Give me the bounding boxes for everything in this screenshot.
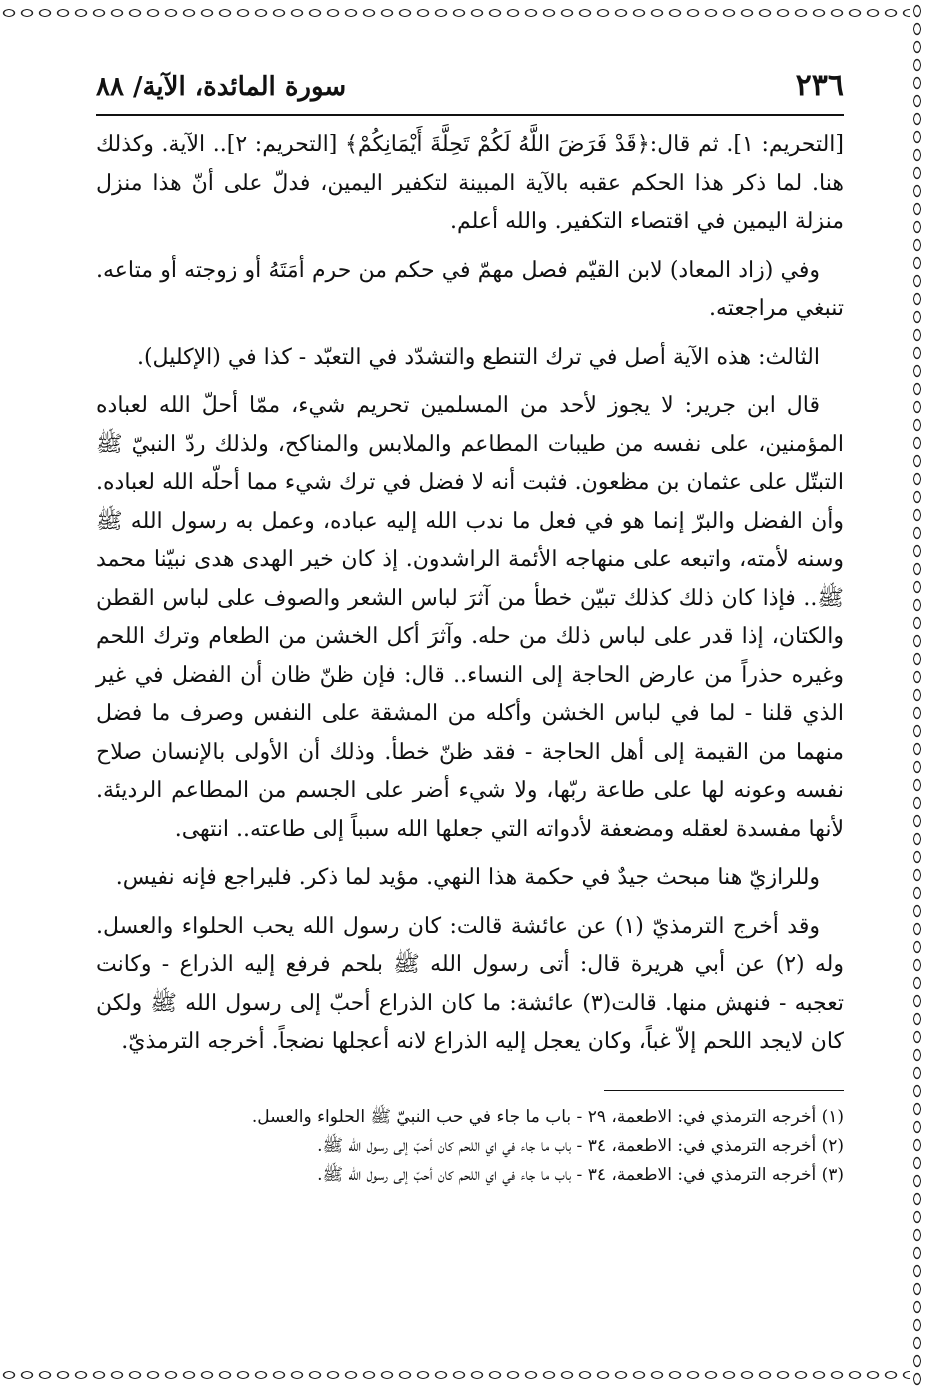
paragraph: الثالث: هذه الآية أصل في ترك التنطع والتشدّد في التعبّد - كذا في (الإكليل).	[136, 344, 820, 370]
footnote: (٣) أخرجه الترمذي في: الاطعمة، ٣٤ - باب ما جاء في اي اللحم كان أحبّ إلى رسول الله ﷺ.	[317, 1164, 844, 1185]
page-header	[96, 68, 844, 116]
surah-title: سورة المائدة، الآية/ ٨٨	[96, 72, 347, 102]
footnote-separator	[604, 1090, 844, 1091]
ornamental-border-right	[906, 2, 928, 1386]
ornamental-border-bottom	[0, 1364, 910, 1386]
paragraph: قال ابن جرير: لا يجوز لأحد من المسلمين تحريم شيء، ممّا أحلّ الله لعباده المؤمنين، على نفسه من طيبات المطاعم والملابس والمناكح، ولذلك ردّ النبيّ ﷺ التبتّل على عثمان بن مظعون. فثبت أنه لا فضل في ترك شيء مما أحلّه الله لعباده. وأن الفضل والبرّ إنما هو في فعل ما ندب الله إليه عباده، وعمل به رسول الله ﷺ وسنه لأمته، واتبعه على منهاجه الأئمة الراشدون. إذ كان خير الهدى هدى نبيّنا محمد ﷺ.. فإذا كان ذلك كذلك تبيّن خطأ من آثرَ لباس الشعر والصوف على لباس القطن والكتان، إذا قدر على لباس ذلك من حله. وآثرَ أكل الخشن من الطعام وترك اللحم وغيره حذراً من عارض الحاجة إلى النساء.. قال: فإن ظنّ ظان أن الفضل في غير الذي قلنا - لما في لباس الخشن وأكله من المشقة على النفس وصرف ما فضل منهما من القيمة إلى أهل الحاجة - فقد ظنّ خطأ. وذلك أن الأولى بالإنسان صلاح نفسه وعونه لها على طاعة ربّها، ولا شيء أضر على الجسم من المطاعم الرديئة. لأنها مفسدة لعقله ومضعفة لأدواته التي جعلها الله سبباً إلى طاعته.. انتهى.	[96, 393, 844, 842]
footnote: (٢) أخرجه الترمذي في: الاطعمة، ٣٤ - باب ما جاء في اي اللحم كان أحبّ إلى رسول الله ﷺ.	[317, 1135, 844, 1156]
paragraph: وفي (زاد المعاد) لابن القيّم فصل مهمّ في حكم من حرم أمَتَهُ أو زوجته أو متاعه. تنبغي مراجعته.	[96, 257, 844, 321]
body-text	[96, 126, 844, 1062]
paragraph: [التحريم: ١]. ثم قال:﴿قَدْ فَرَضَ اللَّهُ لَكُمْ تَحِلَّةَ أَيْمَانِكُمْ﴾ [التحريم: ٢].. الآية. وكذلك هنا. لما ذكر هذا الحكم عقبه بالآية المبينة لتكفير اليمين، فدلّ على أنّ هذا منزل منزلة اليمين في اقتصاء التكفير. والله أعلم.	[96, 132, 844, 234]
book-page	[96, 68, 844, 1358]
paragraph: وللرازيّ هنا مبحث جيدٌ في حكمة هذا النهي. مؤيد لما ذكر. فليراجع فإنه نفيس.	[115, 865, 820, 890]
paragraph: وقد أخرج الترمذيّ (١) عن عائشة قالت: كان رسول الله يحب الحلواء والعسل. وله (٢) عن أبي هريرة قال: أتى رسول الله ﷺ بلحم فرفع إليه الذراع - وكانت تعجبه - فنهش منها. قالت(٣) عائشة: ما كان الذراع أحبّ إلى رسول الله ﷺ ولكن كان لايجد اللحم إلاّ غباً، وكان يعجل إليه الذراع لانه أعجلها نضجاً. أخرجه الترمذيّ.	[96, 913, 845, 1054]
page-number: ٢٣٦	[795, 68, 844, 103]
footnote: (١) أخرجه الترمذي في: الاطعمة، ٢٩ - باب ما جاء في حب النبيّ ﷺ الحلواء والعسل.	[251, 1106, 844, 1127]
ornamental-border-top	[0, 2, 910, 24]
footnotes	[96, 1103, 844, 1190]
